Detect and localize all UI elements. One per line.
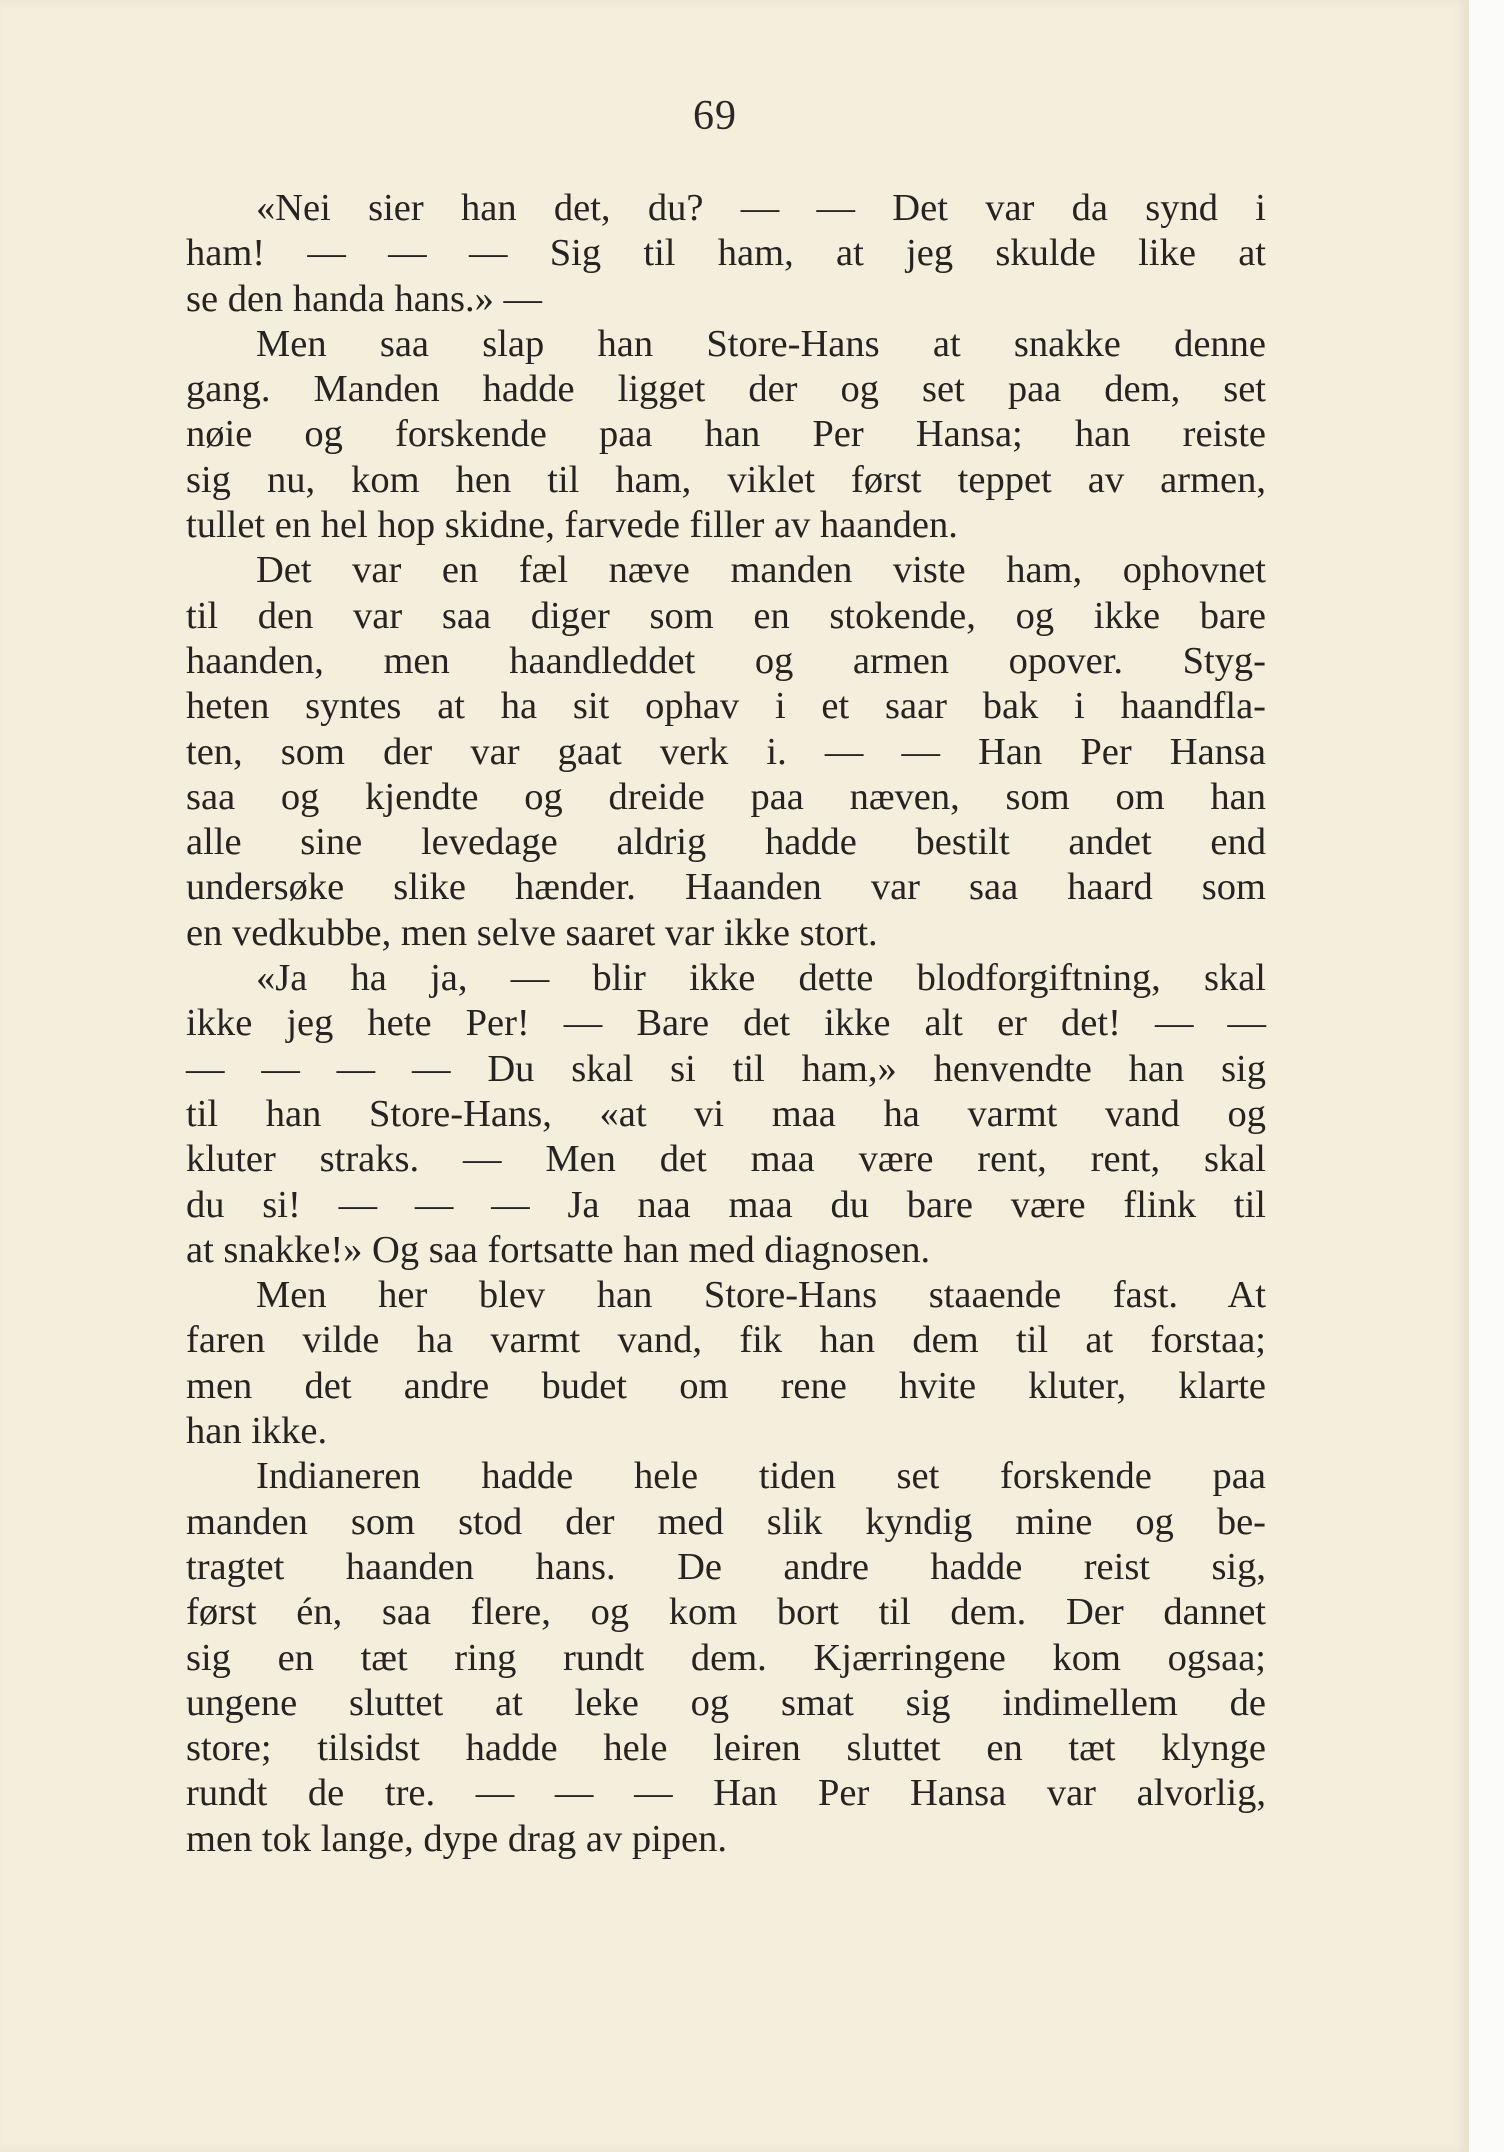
text-line: men det andre budet om rene hvite kluter, klarte <box>186 1364 1266 1407</box>
text-line: heten syntes at ha sit ophav i et saar bak i haandfla- <box>186 685 1266 728</box>
text-line: nøie og forskende paa han Per Hansa; han reiste <box>186 413 1266 456</box>
text-line: sig nu, kom hen til ham, viklet først teppet av armen, <box>186 458 1266 501</box>
text-line: haanden, men haandleddet og armen opover. Styg- <box>186 639 1266 682</box>
text-line: du si! — — — Ja naa maa du bare være flink til <box>186 1183 1266 1226</box>
page-number: 69 <box>693 93 737 139</box>
text-line: alle sine levedage aldrig hadde bestilt andet end <box>186 821 1266 864</box>
text-line: ungene sluttet at leke og smat sig indimellem de <box>186 1681 1266 1724</box>
text-line: ham! — — — Sig til ham, at jeg skulde like at <box>186 232 1266 275</box>
text-line: gang. Manden hadde ligget der og set paa dem, set <box>186 368 1266 411</box>
text-line: Det var en fæl næve manden viste ham, ophovnet <box>256 549 1266 592</box>
text-line: tullet en hel hop skidne, farvede filler av haanden. <box>186 504 958 547</box>
text-line: ten, som der var gaat verk i. — — Han Per Hansa <box>186 730 1266 773</box>
text-line: at snakke!» Og saa fortsatte han med diagnosen. <box>186 1228 931 1271</box>
text-line: «Ja ha ja, — blir ikke dette blodforgiftning, skal <box>256 957 1266 1000</box>
text-line: men tok lange, dype drag av pipen. <box>186 1817 727 1860</box>
text-line: store; tilsidst hadde hele leiren sluttet en tæt klynge <box>186 1727 1266 1770</box>
text-line: «Nei sier han det, du? — — Det var da synd i <box>256 187 1266 229</box>
text-line: han ikke. <box>186 1410 328 1453</box>
text-line: først én, saa flere, og kom bort til dem. Der dannet <box>186 1591 1266 1634</box>
scan-edge <box>1468 0 1504 2152</box>
text-line: sig en tæt ring rundt dem. Kjærringene kom ogsaa; <box>186 1636 1266 1679</box>
text-line: undersøke slike hænder. Haanden var saa haard som <box>186 866 1266 909</box>
text-line: tragtet haanden hans. De andre hadde reist sig, <box>186 1545 1266 1588</box>
text-line: til den var saa diger som en stokende, og ikke bare <box>186 594 1266 637</box>
text-line: kluter straks. — Men det maa være rent, rent, skal <box>186 1138 1266 1181</box>
text-line: saa og kjendte og dreide paa næven, som om han <box>186 775 1266 818</box>
text-line: en vedkubbe, men selve saaret var ikke stort. <box>186 911 878 954</box>
body-text <box>186 186 1266 1862</box>
text-line: — — — — Du skal si til ham,» henvendte han sig <box>186 1047 1266 1090</box>
text-line: ikke jeg hete Per! — Bare det ikke alt er det! — — <box>186 1002 1266 1045</box>
text-line: Indianeren hadde hele tiden set forskende paa <box>256 1455 1266 1498</box>
text-line: manden som stod der med slik kyndig mine og be- <box>186 1500 1266 1543</box>
text-line: til han Store-Hans, «at vi maa ha varmt vand og <box>186 1092 1266 1135</box>
text-line: faren vilde ha varmt vand, fik han dem til at forstaa; <box>186 1319 1266 1362</box>
text-line: Men saa slap han Store-Hans at snakke denne <box>256 322 1266 365</box>
text-line: Men her blev han Store-Hans staaende fast. At <box>256 1274 1266 1317</box>
text-line: se den handa hans.» — <box>186 277 543 320</box>
text-line: rundt de tre. — — — Han Per Hansa var alvorlig, <box>186 1772 1266 1815</box>
